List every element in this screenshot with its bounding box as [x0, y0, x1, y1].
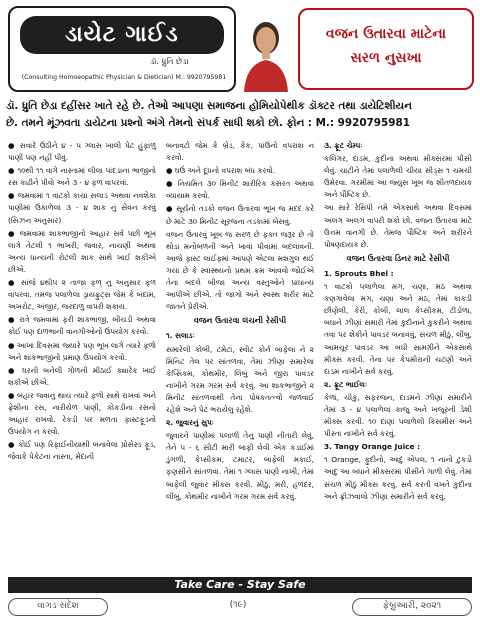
- doctor-name: ડૉ. ધ્રુતિ છેડા: [150, 57, 189, 66]
- logo-title: ડાયેટ ગાઈડ: [20, 16, 224, 54]
- diet-guide-logo: [8, 6, 236, 92]
- publication-name: વાગડ સંદેશ: [8, 598, 108, 616]
- recipe-note: આ સારે રેસિપી તમે એકસાથે અથવા દિવસમાં અલગ અલગ વાપરી શકો છો. વજન ઉતારવા માટે ઉત્તમ વાનગી છે. તેમજ પૌષ્ટિક અને શરીરને પોષણદાયક છે.: [324, 203, 472, 249]
- article-title-line1: વજન ઉતારવા માટેના: [325, 26, 447, 42]
- article-title-line2: સરળ નુસખા: [350, 50, 422, 66]
- body-paragraph: ● નિયમિત ૩૦ મિનીટ શારીરિક કસરત અથવા વ્યાયામ કરવો.: [166, 179, 314, 201]
- recipe-body-sprouts-bhel: ૧ વાટકો પલાળેલા મગ, ચણા, મઠ અથવા કણગાવેલા મગ, ચણા અને મઠ, તેમાં કાકડી છીણેલી, કેરી, કોબી, લાલ કેપ્સીકમ, ટીંડોળા, બધાને ઝીણાં સમારી તેમાં કુદીનાને કુકરીને અથવા તવા પર શેકીને પાવડર બનાવવું, સંચળ મીઠું, લીંબુ, આમચૂર પાવડર આ બધી સામગ્રીને એકસાથે મીક્સ કરવી. તેના પર કેપમીરાની ચટણી અને દાડમ નાખીને સર્વ કરવું.: [324, 282, 472, 376]
- page-footer: [8, 596, 472, 618]
- body-paragraph: ● સૂર્યનો તડકો વજન ઉતારવા ભૂખ જ મદદ કરે છે માટે ૩૦ મિનીટ સૂરજના તડકામાં બેસવું.: [166, 204, 314, 226]
- body-paragraph: ● ઘઉં અને દૂધનો વપરાશ બંધ કરવો.: [166, 166, 276, 176]
- tip-paragraph: ● રાત્રે જમવામાં ફરી શાકભાજી, બીચડી અથવા કોઈ પણ દાળભાની વાનગીઓનો ઉપયોગ કરવો.: [8, 315, 156, 337]
- header: [0, 0, 480, 96]
- contact-line-1: ડૉ. ધ્રુતિ છેડા દહીંસર ખાતે રહે છે. તેઓ આપણા સમાજના હોમિયોપેથીક ડૉક્ટર તથા ડાયેટિશીયન: [6, 100, 412, 112]
- doctor-photo: [238, 6, 294, 92]
- column-2: [166, 140, 314, 504]
- recipe-body-orange-juice: ૧ Orange, ફુદીનો, આદું એપલ, ૧ નાનો ટુકડો આદુ આ બધાને મીક્સરમાં પીસીને ગાળી લેવું. તેમાં સંચળ મીઠું મીક્સ કરવું. સર્વ કરતી વખતે કુદીના અને ફ્રીઝવાલો ઝીણા સમારીને સર્વ કરવું.: [324, 455, 472, 501]
- recipe-body-salad: સમારેલી કોબી, ટમેટા, સ્વીટ કોર્ન બાફેલા ને ૨ મિનિટ તેલ પર સાંતળવા, તેમાં ઝીણા સમારેલા કેપ્સિકમ, કોથમીર, લિંબુ અને જીરા પાવડર નાખીને ગરમ ગરમ સર્વ કરવું. આ શાકભાજીને ૨ મિનીટ સાંતળવાથી તેના પોષકતત્ત્વો જળવાઈ રહેશે અને પેટ ભરાયેલું રહેશે.: [166, 344, 314, 414]
- recipe-title-fruit-champ: ૩. ફ્રૂટ ચેમ્પઃ: [324, 141, 363, 150]
- issue-date: ફેબ્રુઆરી, ૨૦૨૧: [352, 598, 472, 616]
- tip-paragraph: ● કોઈ પણ રિફાઈનીયાથી બનાવેલા પ્રોસેસ્ડ ફૂડ, જેવાકે પેકેટના નાસ્તા, મેંદાની: [8, 440, 156, 462]
- doctor-credentials: (Consulting Homoeopathic Physician & Dietician) M.: 9920795981: [21, 74, 227, 81]
- page-number: (૧૯): [229, 600, 247, 610]
- recipe-title-jowar-soup: ૨. જુવારનું સુપઃ: [166, 418, 214, 428]
- contact-line-2: છે. તમને મૂંઝવતા ડાયેટના પ્રશ્નો અંગે તેમનો સંપર્ક સાધી શકો છો. ફોન : M.: 9920795981: [6, 117, 410, 129]
- body-paragraph: બનાવટો જેમ કે બ્રેડ, કેક, પાંઉનો વપરાશ ન કરવો.: [166, 141, 314, 163]
- recipe-title-sprouts-bhel: 1. Sprouts Bhel :: [324, 268, 394, 278]
- tip-paragraph: ● સાંજે ૪થી૫ ૨ તાજા ફળ્ નુ અનુસાર ફળ વાપરવા. તમજ પલાળેલા ડ્રાયફ્રુટ્સ જેમ કે બદામ, અખરોટ, અંજીર, જરદાળુ વાપરી શકાય.: [8, 278, 156, 312]
- article-body: [8, 140, 472, 570]
- article-title: [298, 8, 474, 90]
- slogan-bar: Take Care - Stay Safe: [8, 577, 472, 593]
- body-paragraph: વજન ઉતારવું ખૂબ જ સરળ છે ફક્ત જરૂર છે તો થોડા મનોબળની અને ખાવા પીવામાં બદલાવની. આજે ફાસ્ટ લાઈફમાં આપણે એટલા મશગુલ થઈ ગયા છે કે સ્વાસ્થ્યનો પ્રથમ ક્રમ આવવો જોઈએ તેના બદલે બીજા અન્ય વસ્તુઓને પ્રાધાન્ય આપીએ છીએ. તો જાગો અને સ્વસ્થ શરીર માટે જાતને પ્રેરીએ.: [166, 229, 314, 312]
- recipe-body-fruit-champ: કલિંગર, દાડમ, કુદીના અથવા મીક્સરમાં પીસી લેવું. ચાટીને તેમાં પલાળેલી ચીયા સીડ્સ ૧ ચમચી ઉમેરવા. ગરમીમાં આ જ્યુસ ખૂબ જ શીતળદાયક અને પૌષ્ટિક છે.: [324, 154, 472, 200]
- tip-paragraph: ● ૧૦થી ૧૧ વાગે નાસ્તામાં લીલા પાંદડાના ભાજીનો રસ કાઢીને પીવો અને ૩ - ૪ ફળ વાપરવાં.: [8, 166, 156, 188]
- column-3: [324, 140, 472, 504]
- contact-info: [6, 98, 474, 132]
- lunch-recipe-heading: વજન ઉતારવા લંચની રેસીપી: [193, 316, 287, 326]
- recipe-body-jowar-soup: જુવારને પાણીમાં પલાળી તેનું પાણી નીતારી લેવું, તેને ૫ - ૬ સીટી મારી બાફી લેવી એક કડાઈમાં ડુંગળી, કેપ્સીકમ, ટમાટર, બાફેલી મકાઈ, ફણસીને સાંતળવા. તેમાં ૧ ગ્લાસ પાણી નાખી, તેમાં બાફેલી જુવાર મીક્સ કરવી. મીઠું, મરી, હળદર, લીંબુ, કોથમીર નાખીને ગરમ ગરમ સર્વ કરવું.: [166, 431, 314, 501]
- column-1: [8, 140, 156, 464]
- recipe-title-orange-juice: 3. Tangy Orange Juice :: [324, 442, 421, 452]
- tip-paragraph: ● જમવામાં ૧ વાટકો કાચા સલાડ અથવા નવશેકા પાણીમાં ઉકાળેલાં ૩ - ૪ શાક નું સેવન કરવું (સિઝન અનુસાર): [8, 191, 156, 225]
- tip-paragraph: ● બહાર જવાનું થાય ત્યારે ફળો સાથે રાખવાં અને ફ્રેશીના રસ, નારીયેળ પાણી, કોકડીના રસનો આહાર રાખવો. રેકડી પર મળતા ફાસ્ટફૂડનો ઉપયોગ ન કરવો.: [8, 390, 156, 437]
- dinner-recipe-heading: વજન ઉતારવા ડિનર માટે રેસીપી: [346, 253, 450, 263]
- tip-paragraph: ● જમવામાં શાકભાજીનો આહાર સર્વ પછી ભૂખ લાગે તેટલી ૧ ભાખરી, જવાર, નાચણી અથવા અન્ય ધાન્યની રોટલી શાક સાથે ખાઈ શકીએ છીએ.: [8, 228, 156, 274]
- recipe-title-fruit-bhel: ૨. ફ્રૂટ ભાઈલઃ: [324, 379, 368, 389]
- recipe-body-fruit-bhel: કેળાં, ચીકુ, સફરજન, દાડમને ઝીણાં સમારીને તેમાં ૩ - ૪ પલાળેલાં કાજુ અને ખજૂરની ડેશી મીક્સ કરવી. ૧૦ દાણાં પલાળેલી કિસમીસ અને પીસ્તા નાખીને સર્વ કરવું.: [324, 392, 472, 439]
- recipe-title-salad: ૧. સલાડઃ: [166, 331, 195, 341]
- tip-paragraph: ● સવારે ઉઠીને ૪ - ૫ ગ્લાસ ખાલી પેટ હુંફાળું પાણી પણ નહીં પીવું.: [8, 141, 156, 163]
- tip-paragraph: ● આખા દિવસમાં જ્યારે પણ ભૂખ લાગે ત્યારે ફળો અને શાકભાજીનો પ્રમાણ ઉપયોગ કરવો.: [8, 340, 157, 362]
- tip-paragraph: ● ઘરની બનેલી ગોળની મીઠાઈ ક્યારેક ખાઈ શકીએ છીએ.: [8, 365, 156, 387]
